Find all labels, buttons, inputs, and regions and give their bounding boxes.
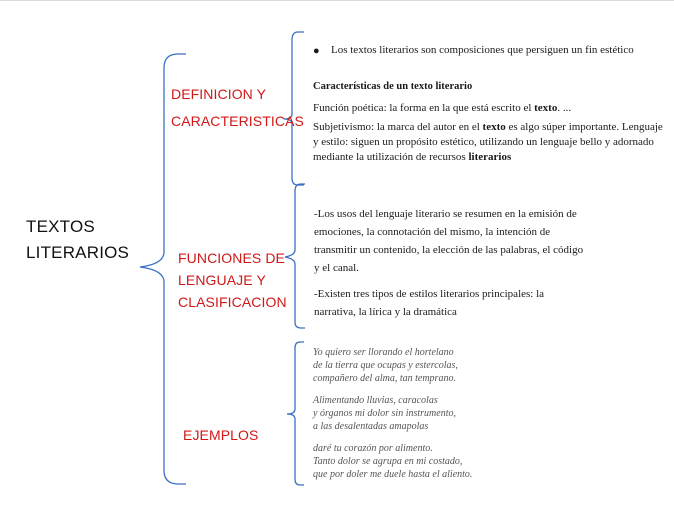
poem-line: de la tierra que ocupas y estercolas, bbox=[313, 360, 458, 371]
poem-stanza bbox=[313, 442, 563, 481]
definicion-title-line-1: DEFINICION Y bbox=[171, 86, 267, 102]
poem-stanza bbox=[313, 394, 563, 433]
bullet-icon: ● bbox=[313, 45, 320, 57]
poem-line: compañero del alma, tan temprano. bbox=[313, 373, 456, 384]
poem-line: y órganos mi dolor sin instrumento, bbox=[313, 408, 456, 419]
poem-line: Yo quiero ser llorando el hortelano bbox=[313, 347, 454, 358]
poem-stanza bbox=[313, 346, 563, 385]
poem-line: Alimentando lluvias, caracolas bbox=[313, 395, 438, 406]
lenguaje-estilo-text: es algo súper importante. Lenguaje y estilo: siguen un propósito estético, utilizando un lenguaje bello y adornado mediante la utilización de recursos bbox=[313, 121, 663, 163]
funcion-poetica-paragraph bbox=[313, 101, 663, 116]
funciones-paragraph-1: -Los usos del lenguaje literario se resumen en la emisión de emociones, la connotación del mismo, la intención de transmitir un contenido, la elección de las palabras, el código y el canal. bbox=[314, 208, 584, 274]
poem-line: daré tu corazón por alimento. bbox=[313, 443, 433, 454]
funcion-poetica-text: Función poética: la forma en la que está escrito el bbox=[313, 102, 535, 114]
funciones-title-line-2: LENGUAJE Y bbox=[178, 272, 266, 288]
definicion-bullet-text: Los textos literarios son composiciones que persiguen un fin estético bbox=[331, 44, 634, 56]
ejemplos-bracket-icon bbox=[287, 342, 304, 485]
texto-keyword: texto bbox=[534, 102, 558, 114]
funciones-title bbox=[178, 247, 287, 313]
funciones-paragraph-2: -Existen tres tipos de estilos literarios principales: la narrativa, la lírica y la dramática bbox=[314, 288, 545, 318]
poem-example bbox=[313, 346, 563, 490]
poem-line: a las desalentadas amapolas bbox=[313, 421, 429, 432]
funciones-title-line-3: CLASIFICACION bbox=[178, 294, 287, 310]
caracteristicas-heading: Características de un texto literario bbox=[313, 81, 473, 92]
literarios-keyword: literarios bbox=[468, 151, 512, 163]
funciones-bracket-icon bbox=[285, 184, 305, 328]
subjetivismo-paragraph bbox=[313, 120, 663, 165]
ellipsis-text: . ... bbox=[557, 102, 572, 114]
texto-keyword: texto bbox=[482, 121, 506, 133]
subjetivismo-text: Subjetivismo: la marca del autor en el bbox=[313, 121, 483, 133]
definicion-bullet bbox=[313, 43, 653, 58]
poem-line: que por doler me duele hasta el aliento. bbox=[313, 469, 473, 480]
caracteristicas-text bbox=[313, 101, 663, 165]
funciones-text bbox=[314, 205, 584, 321]
poem-line: Tanto dolor se agrupa en mi costado, bbox=[313, 456, 463, 467]
ejemplos-title: EJEMPLOS bbox=[183, 427, 259, 443]
main-title bbox=[26, 214, 129, 266]
funciones-title-line-1: FUNCIONES DE bbox=[178, 250, 285, 266]
definicion-title bbox=[171, 83, 304, 132]
main-title-line-2: LITERARIOS bbox=[26, 243, 130, 262]
main-title-line-1: TEXTOS bbox=[26, 217, 95, 236]
definicion-title-line-2: CARACTERISTICAS bbox=[171, 113, 304, 129]
